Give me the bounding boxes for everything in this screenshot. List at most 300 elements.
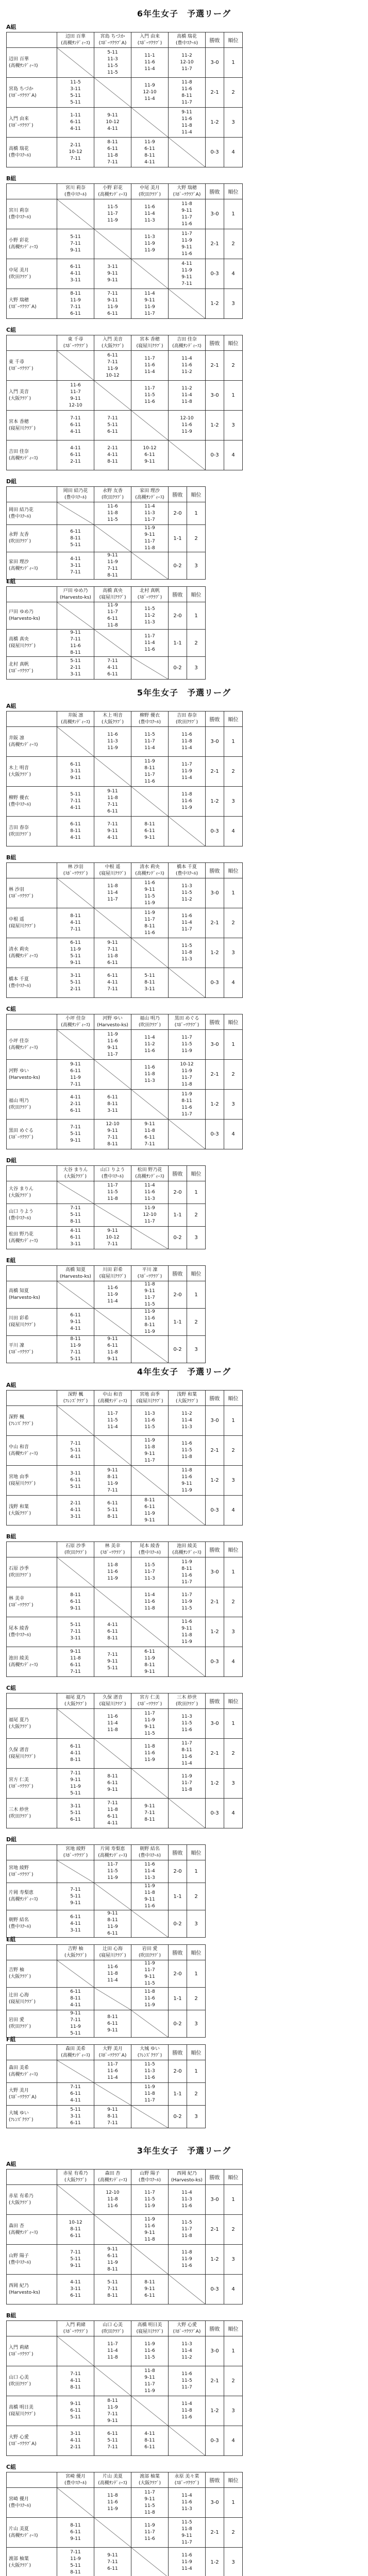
diagonal-cell	[131, 1336, 169, 1363]
player-name: 川田 彩希	[9, 1316, 29, 1321]
match-score: 11-6 11-9 11-4	[169, 2548, 206, 2576]
row-player-cell	[7, 1960, 57, 1988]
player-name: 渡部 柚葉	[140, 2473, 160, 2479]
match-score: 7-11 5-11 6-11	[94, 411, 131, 440]
wins-losses: 1-2	[206, 2396, 224, 2426]
wins-header: 勝敗	[206, 1542, 224, 1557]
diagonal-cell	[131, 2548, 169, 2576]
rank-value: 2	[224, 1739, 243, 1769]
wins-losses: 3-0	[206, 2488, 224, 2518]
player-name: 松田 野乃花	[137, 1167, 162, 1173]
match-score: 11-7 11-5 11-6	[131, 381, 169, 411]
player-name: 入門 由来	[140, 33, 160, 39]
table-corner	[7, 1166, 57, 1181]
player-club: (ﾌﾚﾝｽﾞｸﾗﾌﾞ)	[9, 1421, 34, 1427]
column-player-header	[57, 1166, 94, 1181]
rank-value: 3	[224, 1769, 243, 1799]
match-score: 11-7 11-5 11-8	[94, 1181, 131, 1204]
player-club: (大阪ｸﾗﾌﾞ)	[101, 719, 124, 725]
match-score: 4-11 3-11 6-11	[57, 2275, 94, 2304]
row-player-cell	[7, 1181, 57, 1204]
player-club: (豊中ｽｸｰﾙ)	[101, 1174, 124, 1179]
wins-losses: 2-1	[206, 2518, 224, 2548]
block-label: D組	[6, 1157, 17, 1164]
league-table	[6, 1265, 206, 1363]
match-score: 7-11 4-11 8-11	[57, 2366, 94, 2396]
rank-header: 順位	[187, 1266, 206, 1281]
player-club: (大阪ｸﾗﾌﾞ)	[9, 396, 31, 401]
player-name: 黒田 めぐる	[9, 1128, 34, 1133]
player-name: 三木 紗世	[177, 1694, 197, 1700]
diagonal-cell	[169, 968, 206, 998]
diagonal-cell	[131, 108, 169, 138]
player-name: 松田 野乃花	[9, 1231, 34, 1237]
player-name: 辻田 心海	[103, 1946, 123, 1952]
diagonal-cell	[131, 259, 169, 289]
diagonal-cell	[57, 1860, 94, 1883]
table-row	[7, 440, 243, 470]
table-row	[7, 1617, 243, 1647]
column-player-header	[169, 32, 206, 48]
match-score: 11-9 11-7 11-8	[169, 1769, 206, 1799]
table-row	[7, 1910, 206, 1938]
player-name: 中根 遥	[9, 917, 24, 922]
table-row	[7, 1181, 206, 1204]
wins-losses: 0-3	[206, 2426, 224, 2456]
match-score: 9-11 6-11 11-8 9-11	[94, 1336, 131, 1363]
player-name: 宮島 ちづか	[9, 86, 34, 92]
player-club: (寝屋川ｸﾗﾌﾞ)	[99, 1274, 126, 1279]
table-row	[7, 1860, 206, 1883]
row-player-cell	[7, 2396, 57, 2426]
block-label: D組	[6, 478, 17, 485]
player-club: (高槻ｻﾝﾃﾞｨｰｽ)	[9, 1451, 38, 1456]
rank-value: 2	[224, 229, 243, 259]
match-score: 11-6 11-3 11-9	[94, 727, 131, 757]
wins-header: 勝敗	[206, 711, 224, 727]
match-score: 9-11 8-11 11-9 7-11	[94, 1466, 131, 1496]
diagonal-cell	[94, 229, 131, 259]
wins-header: 勝敗	[169, 2045, 187, 2060]
rank-value: 2	[187, 2083, 206, 2106]
row-player-cell	[7, 1587, 57, 1617]
rank-value: 1	[224, 1030, 243, 1060]
diagonal-cell	[94, 525, 131, 552]
match-score: 11-9 11-7 11-6	[131, 2518, 169, 2548]
wins-losses: 2-1	[206, 908, 224, 938]
league-table	[6, 862, 243, 998]
player-name: 大野 心愛	[177, 2322, 197, 2328]
rank-header: 順位	[224, 184, 243, 199]
match-score: 11-6 11-4 11-7	[169, 908, 206, 938]
table-row	[7, 2060, 206, 2083]
league-table	[6, 183, 243, 319]
row-player-cell	[7, 1496, 57, 1526]
player-name: 片岡 寿梨恵	[100, 1846, 125, 1852]
player-club: (豊中ｽｸｰﾙ)	[9, 152, 31, 158]
match-score: 5-11 7-11 3-11	[57, 1617, 94, 1647]
column-player-header	[94, 1945, 131, 1960]
player-name: 高橋 瑞花	[177, 33, 197, 39]
table-row	[7, 968, 243, 998]
player-name: 宮方 仁美	[9, 1777, 29, 1783]
league-table	[6, 586, 206, 680]
diagonal-cell	[57, 1709, 94, 1739]
player-club: (大阪ｸﾗﾌﾞ)	[138, 2480, 161, 2486]
player-name: 林 沙羽	[68, 864, 83, 870]
player-name: 福山 明乃	[140, 1015, 160, 1021]
column-player-header	[131, 2472, 169, 2488]
column-player-header	[169, 1542, 206, 1557]
wins-header: 勝敗	[206, 2170, 224, 2185]
player-name: 吉田 春奈	[9, 825, 29, 831]
player-club: (豊中ｽｸｰﾙ)	[138, 1853, 161, 1858]
row-player-cell	[7, 1227, 57, 1249]
wins-losses: 0-3	[206, 968, 224, 998]
match-score: 11-7 11-5 11-9	[169, 1030, 206, 1060]
column-player-header	[131, 2170, 169, 2185]
row-player-cell	[7, 878, 57, 908]
match-score: 11-3 11-6 11-5	[131, 1406, 169, 1436]
diagonal-cell	[94, 78, 131, 108]
rank-value: 4	[224, 968, 243, 998]
player-name: 山野 陽子	[140, 2171, 160, 2176]
division-title: 5年生女子 予選リーグ	[137, 688, 231, 698]
player-name: 宮本 香穂	[9, 419, 29, 425]
match-score: 11-9 12-10 11-4	[131, 78, 169, 108]
table-row	[7, 727, 243, 757]
table-row	[7, 78, 243, 108]
diagonal-cell	[131, 787, 169, 817]
row-player-cell	[7, 2215, 57, 2245]
match-score: 9-11 6-11 11-9 8-11	[94, 2245, 131, 2275]
match-score: 4-11 6-11 3-11	[57, 1227, 94, 1249]
player-club: (ｽﾎﾟｰﾂｸﾗﾌﾞA)	[173, 192, 201, 197]
match-score: 6-11 4-11 8-11	[57, 1739, 94, 1769]
rank-value: 1	[224, 727, 243, 757]
league-table	[6, 2320, 243, 2456]
match-score: 11-4 11-3 11-7	[131, 502, 169, 525]
column-player-header	[57, 1945, 94, 1960]
row-player-cell	[7, 1336, 57, 1363]
table-row	[7, 878, 243, 908]
player-club: (吹田ｸﾗﾌﾞ)	[9, 1572, 31, 1578]
row-player-cell	[7, 411, 57, 440]
player-club: (ｽﾎﾟｰﾂｸﾗﾌﾞ)	[9, 123, 34, 128]
column-player-header	[94, 863, 131, 878]
player-club: (高槻ｻﾝﾃﾞｨｰｽ)	[9, 63, 38, 69]
player-club: (高槻ｻﾝﾃﾞｨｰｽ)	[9, 244, 38, 250]
player-club: (ｽﾎﾟｰﾂｸﾗﾌﾞ)	[137, 1701, 162, 1707]
player-club: (吹田ｸﾗﾌﾞ)	[9, 1105, 31, 1110]
player-club: (Harvesto-ks)	[9, 616, 40, 621]
player-name: 中尾 美月	[140, 185, 160, 191]
row-player-cell	[7, 289, 57, 319]
row-player-cell	[7, 968, 57, 998]
player-name: 大野 美月	[103, 2046, 123, 2052]
match-score: 3-11 5-11 6-11	[57, 1799, 94, 1828]
row-player-cell	[7, 138, 57, 167]
match-score: 11-8 11-6 11-9	[169, 787, 206, 817]
wins-losses: 2-0	[169, 1181, 187, 1204]
league-table	[6, 1165, 206, 1249]
player-name: 福尾 夏乃	[9, 1717, 29, 1723]
row-player-cell	[7, 1030, 57, 1060]
wins-losses: 1-2	[206, 2548, 224, 2576]
player-club: (大阪ｸﾗﾌﾞ)	[9, 1193, 31, 1198]
block-label: A組	[6, 24, 16, 30]
match-score: 11-4 9-11 11-9 11-7	[131, 289, 169, 319]
table-row	[7, 502, 206, 525]
match-score: 11-9 11-6 9-11 11-7	[94, 1030, 131, 1060]
column-player-header	[57, 1693, 94, 1709]
diagonal-cell	[57, 727, 94, 757]
block-label: A組	[6, 2161, 16, 2167]
rank-header: 順位	[224, 2321, 243, 2336]
table-row	[7, 2366, 243, 2396]
rank-value: 3	[224, 1617, 243, 1647]
match-score: 11-4 11-6 11-2	[169, 351, 206, 381]
column-player-header	[57, 335, 94, 351]
table-row	[7, 2083, 206, 2106]
player-club: (大阪ｸﾗﾌﾞ)	[64, 1174, 87, 1179]
column-player-header	[131, 2045, 169, 2060]
match-score: 11-4 11-8 11-6	[169, 2396, 206, 2426]
player-name: 宮地 由季	[140, 1392, 160, 1397]
table-row	[7, 525, 206, 552]
match-score: 2-11 4-11 8-11	[94, 440, 131, 470]
row-player-cell	[7, 351, 57, 381]
diagonal-cell	[131, 411, 169, 440]
player-name: 渡部 柚葉	[9, 2556, 29, 2562]
wins-losses: 1-2	[206, 1466, 224, 1496]
wins-losses: 0-2	[169, 657, 187, 680]
player-name: 河野 ゆい	[103, 1015, 123, 1021]
player-club: (大阪ｸﾗﾌﾞ)	[9, 1974, 31, 1979]
table-row	[7, 908, 243, 938]
column-player-header	[169, 2472, 206, 2488]
column-player-header	[57, 2472, 94, 2488]
column-player-header	[57, 2170, 94, 2185]
player-club: (高槻ｻﾝﾃﾞｨｰｽ)	[9, 742, 38, 748]
wins-losses: 1-1	[169, 1204, 187, 1227]
diagonal-cell	[131, 657, 169, 680]
rank-value: 4	[224, 1120, 243, 1149]
player-club: (大阪ｸﾗﾌﾞ)	[175, 1398, 198, 1404]
match-score: 11-4 11-6 11-3	[169, 2488, 206, 2518]
wins-losses: 3-0	[206, 1709, 224, 1739]
match-score: 9-11 11-8 6-11 7-11	[131, 1120, 169, 1149]
diagonal-cell	[131, 1227, 169, 1249]
player-name: 高橋 明日美	[9, 2404, 34, 2410]
column-player-header	[169, 2170, 206, 2185]
column-player-header	[57, 2045, 94, 2060]
wins-losses: 2-0	[169, 1281, 187, 1309]
player-club: (ｽﾎﾟｰﾂｸﾗﾌﾞ)	[9, 366, 34, 371]
match-score: 11-7 9-11 11-5 11-8	[131, 2488, 169, 2518]
player-club: (高槻ｻﾝﾃﾞｨｰｽ)	[9, 1045, 38, 1050]
match-score: 3-11 4-11 2-11	[57, 2426, 94, 2456]
row-player-cell	[7, 2245, 57, 2275]
table-row	[7, 1090, 243, 1120]
player-name: 大野 美月	[9, 2088, 29, 2093]
match-score: 11-8 11-4 11-7	[94, 878, 131, 908]
column-player-header	[169, 335, 206, 351]
player-name: 高橋 明日美	[137, 2322, 162, 2328]
player-club: (寝屋川ｸﾗﾌﾞ)	[9, 1999, 36, 2005]
rank-value: 2	[187, 1988, 206, 2010]
rank-value: 1	[187, 1960, 206, 1988]
rank-value: 3	[224, 2245, 243, 2275]
column-player-header	[131, 1014, 169, 1030]
rank-value: 4	[224, 2426, 243, 2456]
match-score: 11-7 11-5 11-9	[131, 2185, 169, 2215]
table-corner	[7, 2472, 57, 2488]
player-club: (ｽﾎﾟｰﾂｸﾗﾌﾞ)	[9, 893, 34, 899]
match-score: 9-11 11-6 11-8 11-4	[169, 108, 206, 138]
player-name: 浅野 和葉	[177, 1392, 197, 1397]
match-score: 5-11 3-11 6-11	[57, 2106, 94, 2128]
match-score: 11-9 11-8 9-11 11-6	[131, 1883, 169, 1910]
column-player-header	[94, 2045, 131, 2060]
table-corner	[7, 1542, 57, 1557]
wins-losses: 2-1	[206, 1436, 224, 1466]
player-club: (吹田ｸﾗﾌﾞ)	[9, 539, 31, 544]
rank-header: 順位	[187, 1166, 206, 1181]
wins-losses: 0-3	[206, 1496, 224, 1526]
league-table	[6, 2169, 243, 2304]
rank-value: 2	[187, 525, 206, 552]
block-label: A組	[6, 703, 16, 709]
player-name: 林 沙羽	[9, 887, 24, 892]
player-club: (高槻ｻﾝﾃﾞｨｰｽ)	[98, 1853, 127, 1858]
player-name: 西岡 紀乃	[177, 2171, 197, 2176]
diagonal-cell	[169, 1120, 206, 1149]
player-name: 山口 心美	[103, 2322, 123, 2328]
match-score: 11-8 9-11 11-7 11-5	[131, 1281, 169, 1309]
match-score: 4-11 11-9 9-11 7-11	[169, 259, 206, 289]
player-club: (高槻ｻﾝﾃﾞｨｰｽ)	[9, 455, 38, 461]
player-club: (Harvesto-ks)	[9, 2290, 40, 2295]
player-name: 尾本 綾香	[140, 1543, 160, 1549]
player-name: 大谷 まりん	[63, 1167, 88, 1173]
match-score: 11-5 11-8 11-3	[169, 938, 206, 968]
table-row	[7, 2396, 243, 2426]
player-name: 福山 明乃	[9, 1098, 29, 1104]
rank-value: 4	[224, 1496, 243, 1526]
row-player-cell	[7, 2083, 57, 2106]
player-name: 森田 美希	[9, 2065, 29, 2071]
player-name: 井阪 凛	[9, 735, 24, 741]
rank-value: 3	[187, 657, 206, 680]
player-club: (豊中ｽｸｰﾙ)	[175, 40, 198, 46]
row-player-cell	[7, 908, 57, 938]
match-score: 9-11 11-8 7-11 6-11	[94, 787, 131, 817]
wins-losses: 2-0	[169, 1960, 187, 1988]
rank-value: 1	[224, 2185, 243, 2215]
row-player-cell	[7, 48, 57, 78]
player-club: (吹田ｸﾗﾌﾞ)	[9, 1814, 31, 1819]
player-club: (Harvesto-ks)	[97, 1022, 128, 1028]
row-player-cell	[7, 1617, 57, 1647]
player-club: (ｽﾎﾟｰﾂｸﾗﾌﾞ)	[9, 1872, 34, 1877]
match-score: 8-11 4-11 7-11	[57, 908, 94, 938]
match-score: 3-11 5-11 2-11	[57, 968, 94, 998]
diagonal-cell	[94, 381, 131, 411]
match-score: 6-11 7-11 11-9 10-12	[94, 351, 131, 381]
player-name: 宮方 仁美	[140, 1694, 160, 1700]
player-club: (ｽﾎﾟｰﾂｸﾗﾌﾞA)	[173, 2329, 201, 2334]
row-player-cell	[7, 1709, 57, 1739]
diagonal-cell	[94, 1587, 131, 1617]
table-corner	[7, 1391, 57, 1406]
table-row	[7, 2548, 243, 2576]
player-name: 高橋 瑞花	[9, 146, 29, 151]
match-score: 11-8 11-6 11-9	[131, 1988, 169, 2010]
match-score: 11-8 11-6 9-11 11-9	[169, 1466, 206, 1496]
rank-value: 2	[224, 2518, 243, 2548]
match-score: 7-11 5-11 9-11	[57, 2245, 94, 2275]
table-row	[7, 1406, 243, 1436]
player-club: (豊中ｽｸｰﾙ)	[9, 2260, 31, 2265]
match-score: 10-12 6-11 9-11	[131, 440, 169, 470]
rank-header: 順位	[224, 335, 243, 351]
player-name: 黒田 めぐる	[174, 1015, 199, 1021]
row-player-cell	[7, 1060, 57, 1090]
rank-header: 順位	[224, 863, 243, 878]
player-club: (Harvesto-ks)	[60, 595, 91, 600]
match-score: 11-9 11-7 9-11 11-5	[131, 1960, 169, 1988]
block-label: D組	[6, 1836, 17, 1843]
diagonal-cell	[94, 1204, 131, 1227]
rank-value: 2	[224, 78, 243, 108]
player-name: 大谷 まりん	[9, 1186, 34, 1192]
player-club: (吹田ｸﾗﾌﾞ)	[175, 1701, 198, 1707]
wins-losses: 2-1	[206, 2215, 224, 2245]
diagonal-cell	[57, 502, 94, 525]
table-corner	[7, 32, 57, 48]
player-club: (大阪ｸﾗﾌﾞ)	[64, 1701, 87, 1707]
player-name: 片山 美夏	[103, 2473, 123, 2479]
player-name: 赤星 有希乃	[9, 2193, 34, 2199]
player-name: 西岡 紀乃	[9, 2283, 29, 2289]
rank-value: 4	[224, 1799, 243, 1828]
player-name: 久保 渚音	[9, 1747, 29, 1753]
player-name: 入門 美音	[9, 389, 29, 395]
player-name: 山口 りよう	[9, 1209, 34, 1214]
rank-value: 1	[187, 602, 206, 630]
league-table	[6, 32, 243, 167]
player-club: (大阪ｸﾗﾌﾞ)	[9, 1511, 31, 1516]
diagonal-cell	[57, 351, 94, 381]
column-player-header	[131, 1945, 169, 1960]
player-club: (ｽﾎﾟｰﾂｸﾗﾌﾞ)	[174, 2480, 199, 2486]
diagonal-cell	[169, 2275, 206, 2304]
column-player-header	[57, 1845, 94, 1860]
league-table	[6, 2472, 243, 2576]
player-club: (ｽﾎﾟｰﾂｸﾗﾌﾞ)	[9, 2351, 34, 2357]
player-club: (寝屋川ｸﾗﾌﾞ)	[9, 2411, 36, 2417]
column-player-header	[131, 184, 169, 199]
table-row	[7, 2518, 243, 2548]
block-label: E組	[6, 578, 16, 585]
column-player-header	[94, 2472, 131, 2488]
column-player-header	[131, 1266, 169, 1281]
match-score: 6-11 4-11 3-11	[57, 259, 94, 289]
wins-losses: 2-1	[206, 1739, 224, 1769]
column-player-header	[131, 711, 169, 727]
wins-losses: 3-0	[206, 2185, 224, 2215]
